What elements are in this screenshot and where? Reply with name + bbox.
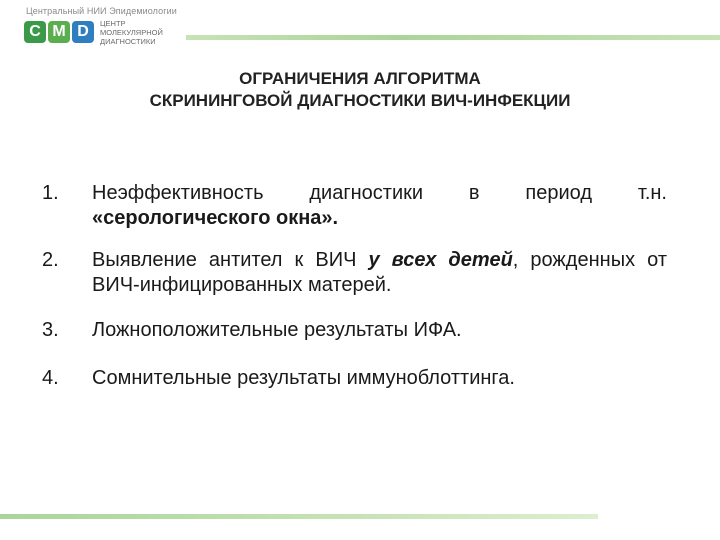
list-item-text-plain: Неэффективность диагностики в период т.н.	[92, 182, 667, 204]
list-item	[42, 248, 667, 298]
list-item-text-before: Выявление антител к ВИЧ	[92, 249, 369, 271]
list-item-text-bold: «серологического окна».	[92, 207, 339, 229]
list-item	[42, 318, 667, 343]
slide-title-line-2: СКРИНИНГОВОЙ ДИАГНОСТИКИ ВИЧ-ИНФЕКЦИИ	[149, 91, 571, 110]
logo-subtitle	[100, 19, 163, 46]
logo-letter-c: C	[24, 21, 46, 43]
logo-subtitle-line-2: МОЛЕКУЛЯРНОЙ	[100, 28, 163, 37]
list-item-number: 4.	[42, 367, 59, 389]
list-item-text	[92, 181, 667, 231]
list-item-number: 3.	[42, 319, 59, 341]
logo-caption: Центральный НИИ Эпидемиологии	[26, 6, 177, 16]
list-item	[42, 366, 667, 391]
bottom-divider	[0, 514, 598, 519]
list-item-text-after: , рожденных от ВИЧ-инфицированных матерей.	[92, 249, 667, 296]
logo-letter-m: M	[48, 21, 70, 43]
logo-subtitle-line-3: ДИАГНОСТИКИ	[100, 37, 156, 46]
limitations-list	[42, 181, 667, 391]
list-item-number: 2.	[42, 249, 59, 271]
logo-subtitle-line-1: ЦЕНТР	[100, 19, 126, 28]
list-item	[42, 181, 667, 231]
list-item-text: Сомнительные результаты иммуноблоттинга.	[92, 367, 515, 389]
top-divider	[186, 35, 720, 40]
cmd-logo	[24, 21, 94, 43]
slide-title	[0, 68, 720, 112]
list-item-text: Ложноположительные результаты ИФА.	[92, 319, 462, 341]
list-item-text	[92, 248, 667, 298]
logo-letter-d: D	[72, 21, 94, 43]
list-item-number: 1.	[42, 182, 59, 204]
list-item-text-emphasis: у всех детей	[368, 249, 513, 271]
slide-title-line-1: ОГРАНИЧЕНИЯ АЛГОРИТМА	[239, 69, 481, 88]
